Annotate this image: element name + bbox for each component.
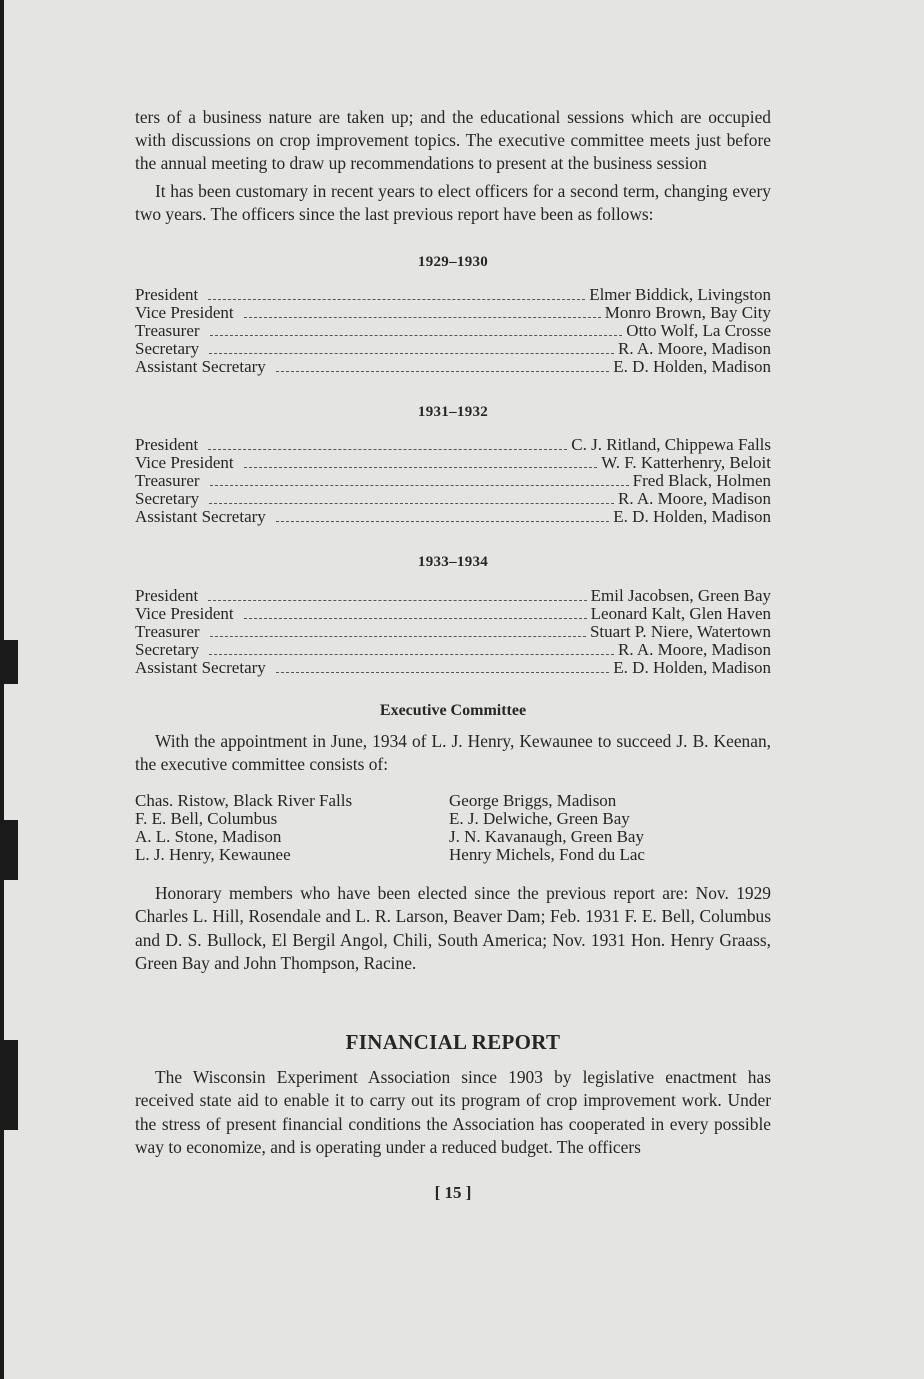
officer-row (135, 605, 771, 623)
term-heading: 1931–1932 (417, 404, 489, 421)
officer-row (135, 641, 771, 659)
honorary-paragraph: Honorary members who have been elected since the previous report are: Nov. 1929 Charles L. Hill, Rosendale and L. R. Larson, Beaver Dam; Feb. 1931 F. E. Bell, Columbus and D. S. Bullock, El Bergil Angol, Chili, South America; Nov. 1931 Hon. Henry Graass, Green Bay and John Thompson, Racine. (135, 883, 771, 973)
binding-mark (4, 1040, 18, 1130)
section-heading: FINANCIAL REPORT (345, 1030, 561, 1055)
officer-row (135, 286, 771, 304)
officer-row (135, 587, 771, 605)
financial-paragraph: The Wisconsin Experiment Association since 1903 by legislative enactment has received state aid to enable it to carry out its program of crop improvement work. Under the stress of present financial conditions the Association has cooperated in every possible way to economize, and is operating under a reduced budget. The officers (135, 1067, 771, 1157)
officer-list (135, 587, 771, 677)
officer-list (135, 286, 771, 376)
officer-row (135, 454, 771, 472)
officer-name: R. A. Moore, Madison (618, 639, 771, 659)
officer-role: Vice President (135, 303, 234, 323)
officer-row (135, 322, 771, 340)
officer-name: R. A. Moore, Madison (618, 489, 771, 509)
member-name: E. J. Delwiche, Green Bay (449, 809, 630, 829)
officer-name: Emil Jacobsen, Green Bay (590, 585, 771, 605)
officer-row (135, 304, 771, 322)
officer-role: Vice President (135, 603, 234, 623)
intro-paragraph: It has been customary in recent years to elect officers for a second term, changing every two years. The officers since the last previous report have been as follows: (135, 180, 771, 224)
member-name: F. E. Bell, Columbus (135, 809, 278, 829)
member-name: L. J. Henry, Kewaunee (135, 845, 291, 865)
document-page (4, 0, 924, 1379)
binding-mark (4, 820, 18, 880)
officer-name: C. J. Ritland, Chippewa Falls (571, 435, 771, 455)
officer-role: Secretary (135, 489, 200, 509)
member-name: A. L. Stone, Madison (135, 827, 282, 847)
officer-role: President (135, 435, 199, 455)
officer-name: R. A. Moore, Madison (618, 339, 771, 359)
officer-role: Secretary (135, 339, 200, 359)
section-heading: Executive Committee (379, 701, 527, 719)
officer-list (135, 436, 771, 526)
officer-role: Secretary (135, 639, 200, 659)
officer-row (135, 472, 771, 490)
officer-role: President (135, 585, 199, 605)
officer-role: Treasurer (135, 471, 200, 491)
officer-row (135, 358, 771, 376)
officer-name: Elmer Biddick, Livingston (589, 285, 771, 305)
term-heading: 1929–1930 (417, 254, 489, 271)
officer-role: Treasurer (135, 621, 200, 641)
officer-name: Fred Black, Holmen (632, 471, 771, 491)
officer-role: President (135, 285, 199, 305)
intro-paragraph: ters of a business nature are taken up; and the educational sessions which are occupied with discussions on crop improvement topics. The executive committee meets just before the annual meeting to draw up recommendations to present at the business session (135, 107, 771, 174)
member-name: J. N. Kavanaugh, Green Bay (449, 827, 644, 847)
officer-name: E. D. Holden, Madison (613, 357, 771, 377)
member-name: George Briggs, Madison (449, 791, 617, 811)
officer-name: W. F. Katterhenry, Beloit (601, 453, 771, 473)
officer-role: Treasurer (135, 321, 200, 341)
officer-row (135, 508, 771, 526)
officer-role: Assistant Secretary (135, 357, 266, 377)
officer-name: Monro Brown, Bay City (604, 303, 771, 323)
officer-name: Stuart P. Niere, Watertown (589, 621, 771, 641)
officer-row (135, 659, 771, 677)
officer-name: Leonard Kalt, Glen Haven (590, 603, 771, 623)
officer-role: Assistant Secretary (135, 507, 266, 527)
officer-name: Otto Wolf, La Crosse (626, 321, 771, 341)
page-content (135, 106, 771, 1204)
officer-row (135, 340, 771, 358)
committee-members (135, 792, 771, 864)
officer-role: Vice President (135, 453, 234, 473)
officer-row (135, 623, 771, 641)
term-heading: 1933–1934 (417, 554, 489, 571)
officer-role: Assistant Secretary (135, 657, 266, 677)
officer-name: E. D. Holden, Madison (613, 507, 771, 527)
binding-mark (4, 640, 18, 684)
officer-row (135, 490, 771, 508)
member-name: Henry Michels, Fond du Lac (449, 845, 645, 865)
page-number: [ 15 ] (434, 1183, 472, 1203)
executive-paragraph: With the appointment in June, 1934 of L. J. Henry, Kewaunee to succeed J. B. Keenan, the executive committee consists of: (135, 730, 771, 775)
officer-name: E. D. Holden, Madison (613, 657, 771, 677)
member-name: Chas. Ristow, Black River Falls (135, 791, 353, 811)
officer-row (135, 436, 771, 454)
